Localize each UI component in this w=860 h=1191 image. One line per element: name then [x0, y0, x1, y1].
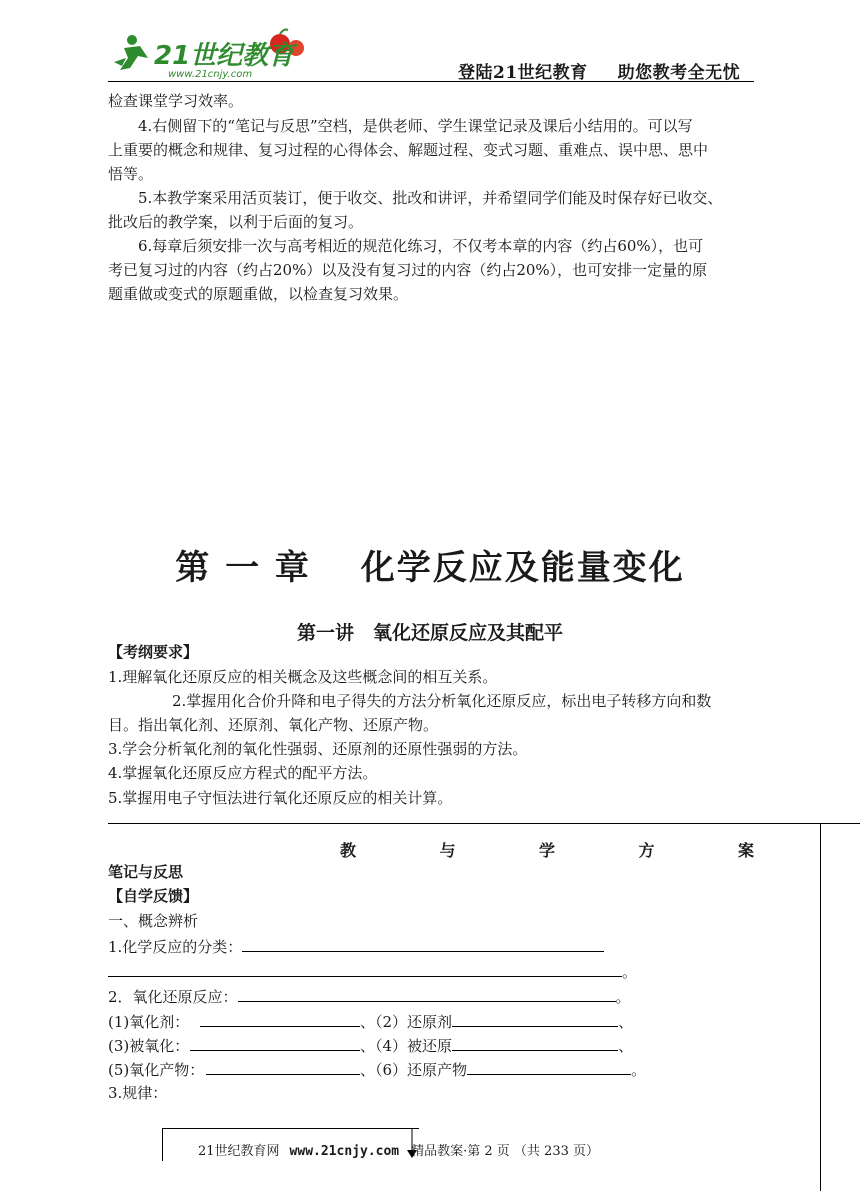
- lecture-title: 第一讲 氧化还原反应及其配平: [296, 622, 563, 644]
- answer-blank[interactable]: [108, 960, 622, 977]
- plan-heading: [340, 838, 754, 861]
- answer-blank[interactable]: [190, 1034, 360, 1051]
- term-label: （4）被还原: [375, 1037, 453, 1055]
- plan-heading-char: 与: [439, 841, 456, 860]
- answer-blank[interactable]: [200, 1010, 360, 1027]
- period: 。: [615, 988, 631, 1006]
- intro-line: 5.本教学案采用活页装订，便于收交、批改和讲评，并希望同学们能及时保存好已收交、: [138, 189, 723, 207]
- syllabus-item: 5.掌握用电子守恒法进行氧化还原反应的相关计算。: [108, 789, 453, 807]
- footer-page-info: 精品教案·第 2 页 （共 233 页）: [411, 1144, 600, 1159]
- question-1: [108, 935, 604, 958]
- section-heading: 一、概念辨析: [108, 912, 199, 930]
- slogan-right: 助您教考全无忧: [617, 63, 741, 83]
- syllabus-item: 2.掌握用化合价升降和电子得失的方法分析氧化还原反应，标出电子转移方向和数: [172, 692, 712, 710]
- notes-label: 笔记与反思: [108, 863, 184, 881]
- definition-row: [108, 1034, 633, 1057]
- term-label: (1)氧化剂：: [108, 1013, 190, 1031]
- syllabus-heading: 【考纲要求】: [108, 643, 199, 661]
- question-label: 2．氧化还原反应：: [108, 988, 238, 1006]
- separator: 、: [360, 1061, 376, 1079]
- plan-heading-char: 教: [340, 841, 357, 860]
- definition-row: [108, 1058, 646, 1081]
- plan-heading-char: 案: [737, 841, 754, 860]
- answer-blank[interactable]: [242, 935, 604, 952]
- answer-blank[interactable]: [452, 1034, 618, 1051]
- separator: 、: [360, 1013, 376, 1031]
- definition-row: [108, 1010, 633, 1033]
- term-label: (3)被氧化：: [108, 1037, 190, 1055]
- site-logo: [110, 28, 310, 80]
- term-label: （2）还原剂: [375, 1013, 453, 1031]
- plan-heading-char: 学: [538, 841, 555, 860]
- answer-blank[interactable]: [206, 1058, 360, 1075]
- footer-text: [198, 1140, 599, 1159]
- slogan-left: 登陆21世纪教育: [458, 63, 588, 83]
- syllabus-item: 目。指出氧化剂、还原剂、氧化产物、还原产物。: [108, 716, 439, 734]
- question-label: 1.化学反应的分类：: [108, 938, 243, 956]
- logo-text: 21世纪教育: [154, 41, 295, 71]
- chapter-title: 第 一 章 化学反应及能量变化: [175, 548, 685, 588]
- intro-line: 悟等。: [108, 165, 154, 183]
- term-label: (5)氧化产物：: [108, 1061, 205, 1079]
- intro-line: 4.右侧留下的“笔记与反思”空档，是供老师、学生课堂记录及课后小结用的。可以写: [138, 117, 693, 135]
- separator: 、: [360, 1037, 376, 1055]
- intro-line: 上重要的概念和规律、复习过程的心得体会、解题过程、变式习题、重难点、误中思、思中: [108, 141, 709, 159]
- question-1-cont: [108, 960, 637, 983]
- period: 。: [631, 1061, 647, 1079]
- intro-line: 题重做或变式的原题重做，以检查复习效果。: [108, 285, 409, 303]
- syllabus-item: 4.掌握氧化还原反应方程式的配平方法。: [108, 764, 378, 782]
- plan-heading-char: 方: [638, 841, 655, 860]
- notes-column-divider: [820, 823, 821, 1191]
- answer-blank[interactable]: [238, 985, 616, 1002]
- intro-line: 批改后的教学案，以利于后面的复习。: [108, 213, 364, 231]
- answer-blank[interactable]: [452, 1010, 618, 1027]
- intro-line: 检查课堂学习效率。: [108, 92, 244, 110]
- answer-blank[interactable]: [467, 1058, 631, 1075]
- section-divider: [108, 823, 860, 824]
- period: 。: [622, 963, 638, 981]
- header-slogan: [458, 58, 740, 83]
- term-label: （6）还原产物: [375, 1061, 468, 1079]
- question-3: 3.规律：: [108, 1084, 168, 1102]
- intro-line: 考已复习过的内容（约占20%）以及没有复习过的内容（约占20%），也可安排一定量的原: [108, 261, 708, 279]
- syllabus-item: 3.学会分析氧化剂的氧化性强弱、还原剂的还原性强弱的方法。: [108, 740, 528, 758]
- question-2: [108, 985, 631, 1008]
- feedback-heading: 【自学反馈】: [108, 887, 199, 905]
- logo-url: www.21cnjy.com: [168, 69, 253, 80]
- syllabus-item: 1.理解氧化还原反应的相关概念及这些概念间的相互关系。: [108, 668, 498, 686]
- separator: 、: [618, 1037, 634, 1055]
- footer-url[interactable]: www.21cnjy.com: [289, 1144, 400, 1159]
- separator: 、: [618, 1013, 634, 1031]
- header-divider: [108, 81, 754, 82]
- footer-site: 21世纪教育网: [198, 1144, 280, 1159]
- intro-line: 6.每章后须安排一次与高考相近的规范化练习，不仅考本章的内容（约占60%），也可: [138, 237, 704, 255]
